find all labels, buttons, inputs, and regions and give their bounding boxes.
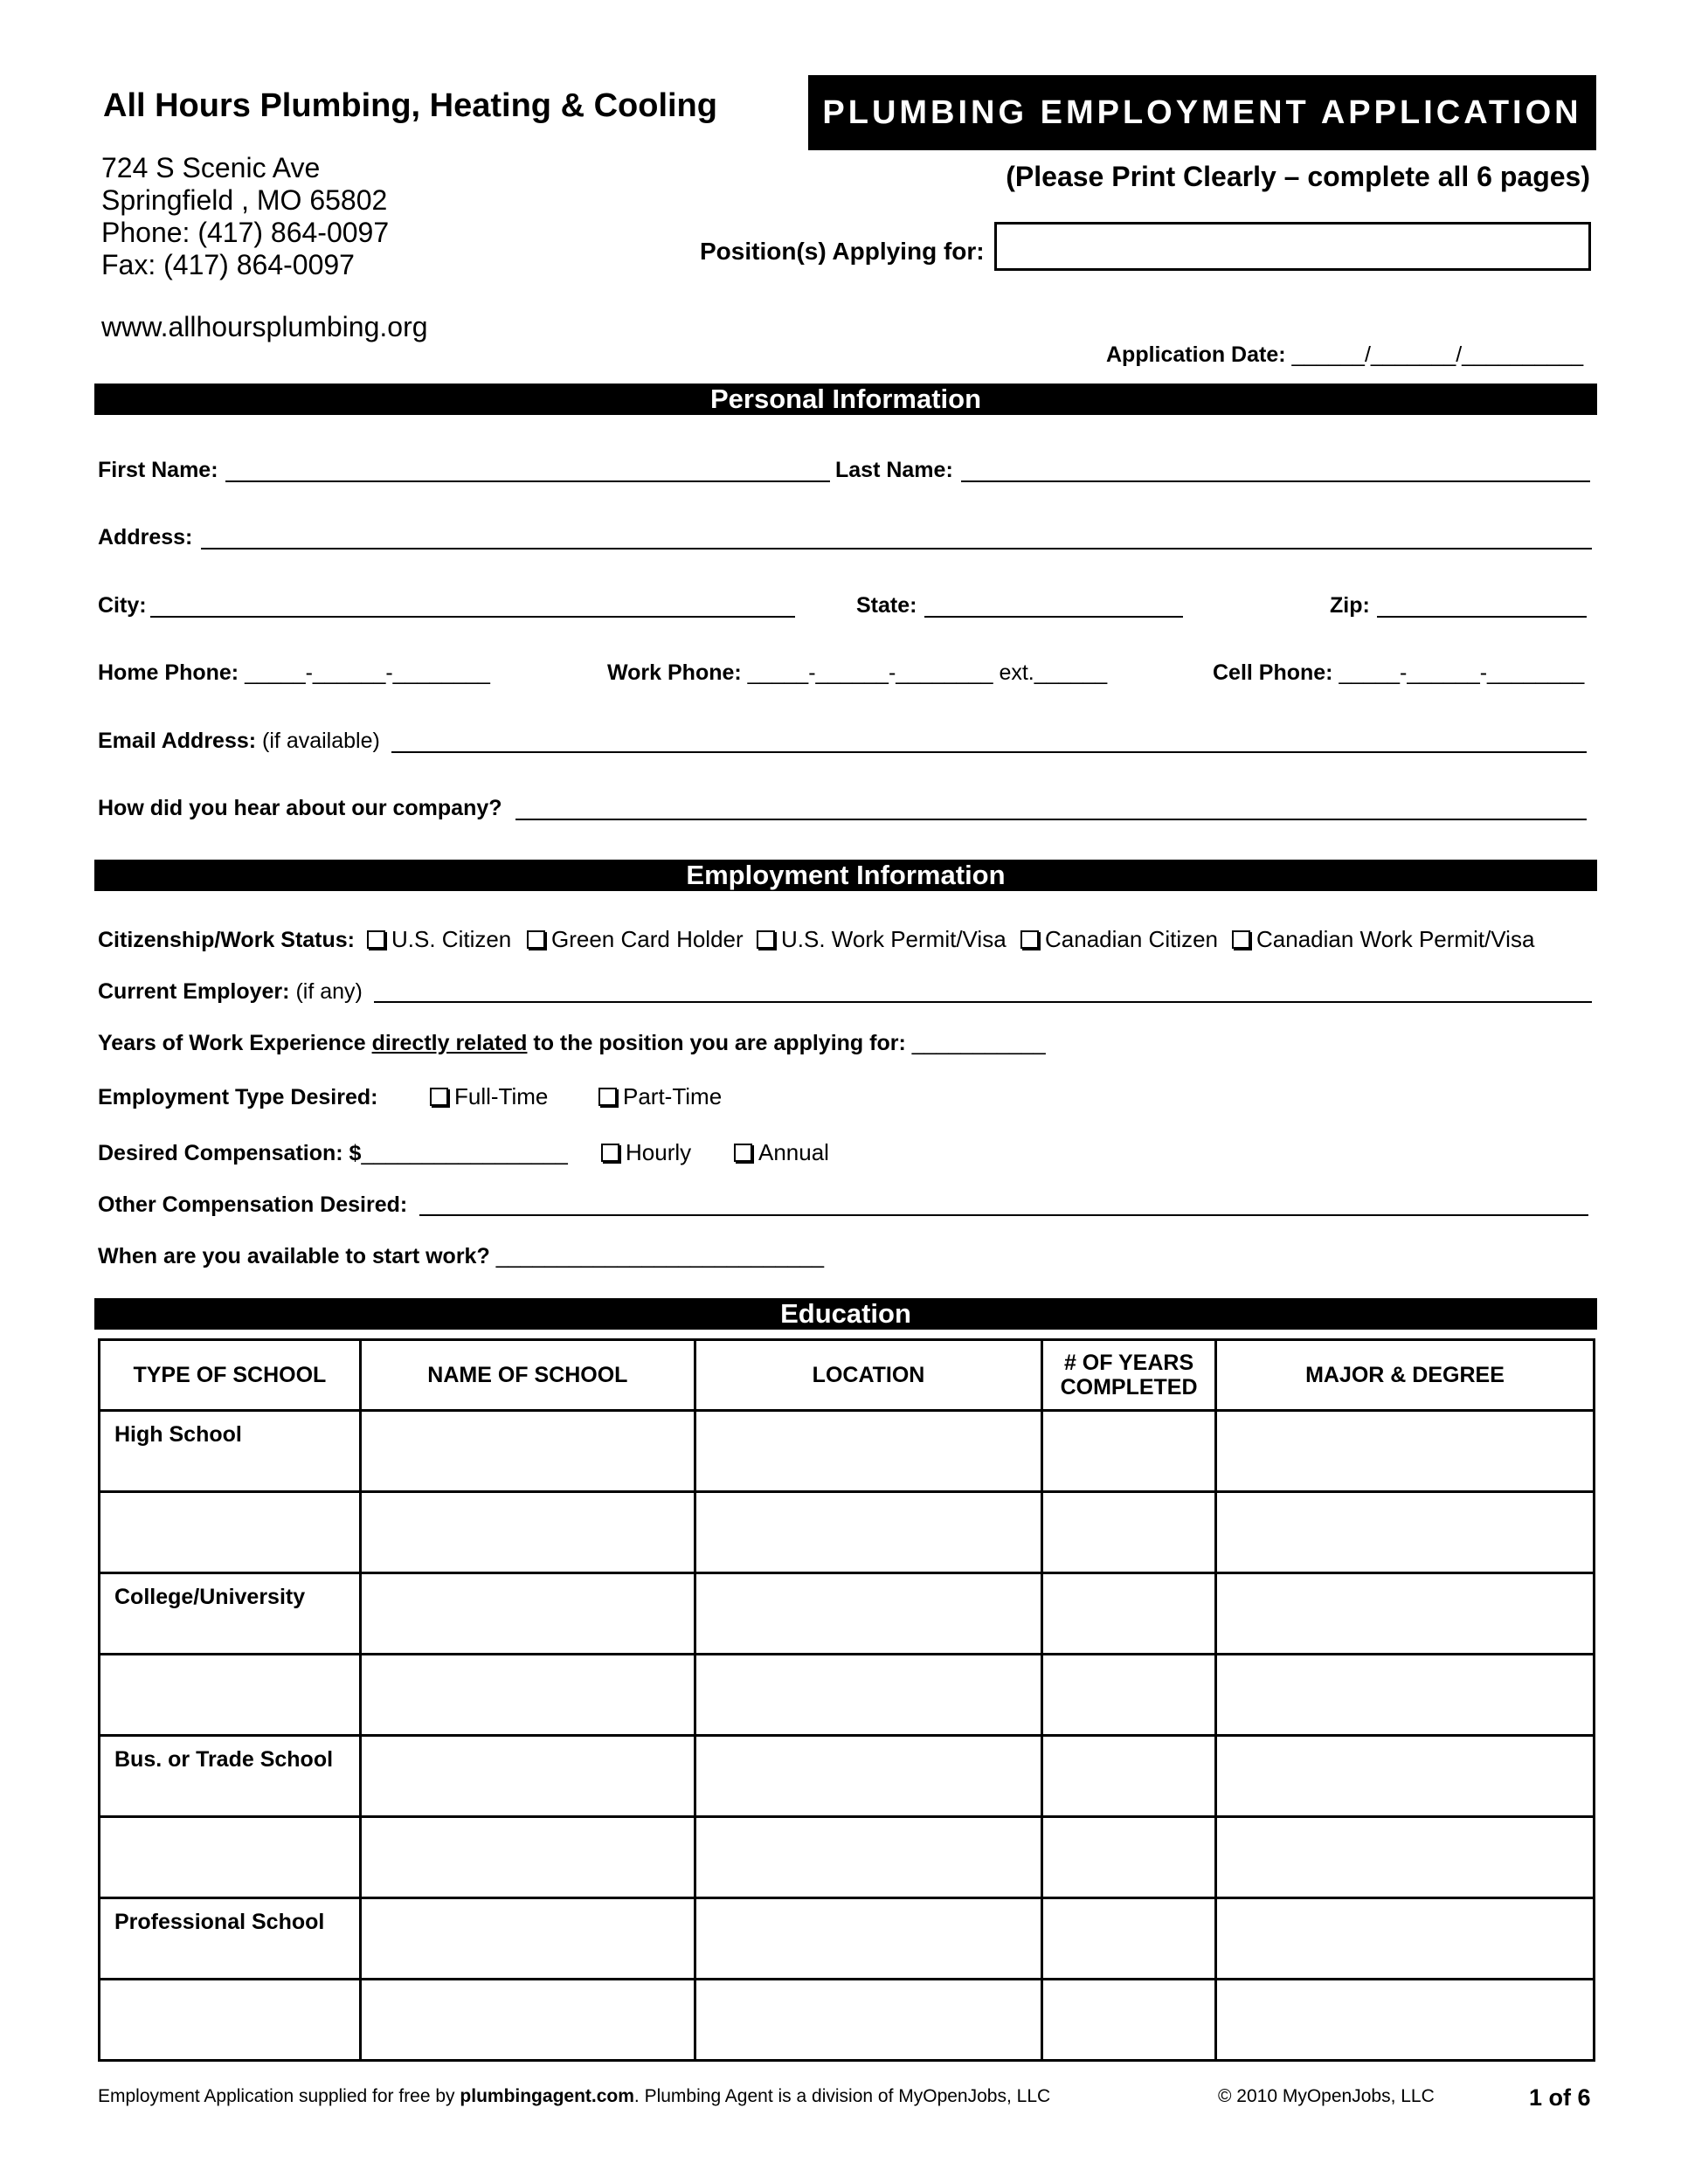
home-phone-label: Home Phone: (98, 660, 239, 685)
desired-compensation-label: Desired Compensation: $ (98, 1141, 362, 1165)
email-note: (if available) (262, 729, 380, 753)
employment-type-part-time[interactable] (598, 1083, 722, 1110)
citizenship-us-citizen[interactable] (367, 926, 511, 953)
column-name-of-school: NAME OF SCHOOL (360, 1340, 695, 1411)
school-type-cell (100, 1492, 361, 1573)
option-label: U.S. Work Permit/Visa (781, 926, 1007, 952)
other-compensation-field[interactable] (419, 1214, 1588, 1216)
footer-prefix: Employment Application supplied for free by (98, 2086, 460, 2106)
state-label: State: (856, 593, 917, 618)
column-type-of-school: TYPE OF SCHOOL (100, 1340, 361, 1411)
table-cell[interactable] (360, 1492, 695, 1573)
section-personal-information: Personal Information (94, 384, 1597, 415)
option-label: Green Card Holder (551, 926, 744, 952)
table-row (100, 1573, 1595, 1655)
checkbox-icon[interactable] (1232, 930, 1250, 949)
zip-field[interactable] (1377, 616, 1587, 618)
current-employer-field[interactable] (374, 1001, 1592, 1003)
years-experience[interactable] (98, 1031, 1046, 1056)
school-type-cell: Bus. or Trade School (100, 1736, 361, 1817)
checkbox-icon[interactable] (601, 1144, 619, 1162)
start-work[interactable] (98, 1244, 824, 1269)
print-instructions: (Please Print Clearly – complete all 6 pages) (1006, 161, 1590, 192)
address-field[interactable] (201, 548, 1592, 549)
desired-compensation-blank[interactable]: _________________ (361, 1141, 568, 1165)
option-label: Full-Time (454, 1083, 549, 1109)
table-cell[interactable] (1215, 1573, 1594, 1655)
column-major-degree: MAJOR & DEGREE (1215, 1340, 1594, 1411)
table-cell[interactable] (1215, 1411, 1594, 1492)
table-cell[interactable] (695, 1655, 1041, 1736)
table-row (100, 1898, 1595, 1980)
address-label: Address: (98, 525, 193, 549)
column-years-line1: # OF YEARS (1063, 1351, 1194, 1375)
table-cell[interactable] (360, 1817, 695, 1898)
footer-site-link[interactable]: plumbingagent.com (460, 2086, 634, 2106)
current-employer-label (98, 979, 363, 1005)
school-type-cell (100, 1980, 361, 2061)
address-line-city: Springfield , MO 65802 (101, 184, 388, 216)
column-location: LOCATION (695, 1340, 1041, 1411)
start-work-blank[interactable]: ___________________________ (495, 1244, 825, 1268)
email-label (98, 729, 380, 754)
option-label: Hourly (626, 1139, 692, 1165)
school-type-cell: College/University (100, 1573, 361, 1655)
table-cell[interactable] (1215, 1492, 1594, 1573)
address-line-phone: Phone: (417) 864-0097 (101, 217, 390, 248)
cell-phone-blank[interactable]: _____-______-________ (1339, 660, 1585, 685)
section-employment-information: Employment Information (94, 860, 1597, 891)
email-field[interactable] (391, 751, 1587, 753)
table-row (100, 1736, 1595, 1817)
table-cell[interactable] (360, 1655, 695, 1736)
table-cell[interactable] (360, 1411, 695, 1492)
position-input[interactable] (994, 222, 1591, 271)
option-label: Canadian Work Permit/Visa (1256, 926, 1535, 952)
work-phone-label: Work Phone: (607, 660, 742, 685)
compensation-hourly[interactable] (601, 1139, 691, 1166)
option-label: Canadian Citizen (1045, 926, 1219, 952)
hear-about-field[interactable] (515, 819, 1587, 820)
address-line-street: 724 S Scenic Ave (101, 152, 321, 183)
checkbox-icon[interactable] (430, 1088, 448, 1106)
work-phone-ext-label: ext. (993, 660, 1034, 685)
application-date-blank[interactable]: ______/_______/__________ (1291, 342, 1584, 367)
table-cell[interactable] (1215, 1980, 1594, 2061)
table-cell[interactable] (695, 1980, 1041, 2061)
address-line-fax: Fax: (417) 864-0097 (101, 249, 355, 280)
table-cell[interactable] (360, 1736, 695, 1817)
first-name-field[interactable] (225, 480, 830, 482)
employment-type-label: Employment Type Desired: (98, 1085, 378, 1109)
other-compensation-label: Other Compensation Desired: (98, 1192, 408, 1217)
table-row (100, 1980, 1595, 2061)
footer-copyright: © 2010 MyOpenJobs, LLC (1218, 2086, 1435, 2106)
table-cell[interactable] (1215, 1655, 1594, 1736)
work-phone-blank[interactable]: _____-______-________ (747, 660, 993, 685)
citizenship-us-work-permit[interactable] (757, 926, 1007, 953)
table-cell[interactable] (1215, 1817, 1594, 1898)
home-phone[interactable] (98, 660, 490, 686)
table-cell[interactable] (1042, 1655, 1216, 1736)
table-row (100, 1411, 1595, 1492)
checkbox-icon[interactable] (598, 1088, 617, 1106)
current-employer-label-text: Current Employer: (98, 979, 290, 1004)
section-education: Education (94, 1298, 1597, 1330)
years-experience-emphasis: directly related (371, 1031, 528, 1055)
current-employer-note: (if any) (295, 979, 363, 1004)
citizenship-canadian-citizen[interactable] (1020, 926, 1218, 953)
table-cell[interactable] (1042, 1573, 1216, 1655)
table-cell[interactable] (1042, 1736, 1216, 1817)
checkbox-icon[interactable] (757, 930, 775, 949)
table-cell[interactable] (1215, 1898, 1594, 1980)
company-name: All Hours Plumbing, Heating & Cooling (103, 87, 717, 124)
citizenship-label: Citizenship/Work Status: (98, 928, 356, 952)
school-type-cell: Professional School (100, 1898, 361, 1980)
years-experience-prefix: Years of Work Experience (98, 1031, 372, 1055)
last-name-label: Last Name: (835, 458, 953, 482)
table-row (100, 1492, 1595, 1573)
table-cell[interactable] (360, 1573, 695, 1655)
state-field[interactable] (924, 616, 1183, 618)
position-label: Position(s) Applying for: (700, 238, 985, 265)
table-cell[interactable] (1042, 1898, 1216, 1980)
application-date-label: Application Date: (1106, 342, 1286, 367)
hear-about-label: How did you hear about our company? (98, 796, 502, 820)
education-header-row (100, 1340, 1595, 1411)
table-cell[interactable] (1042, 1817, 1216, 1898)
table-cell[interactable] (1215, 1736, 1594, 1817)
option-label: U.S. Citizen (391, 926, 512, 952)
table-cell[interactable] (695, 1573, 1041, 1655)
table-cell[interactable] (1042, 1411, 1216, 1492)
table-cell[interactable] (1042, 1980, 1216, 2061)
company-website: www.allhoursplumbing.org (101, 311, 428, 342)
school-type-cell (100, 1655, 361, 1736)
table-cell[interactable] (695, 1411, 1041, 1492)
checkbox-icon[interactable] (734, 1144, 752, 1162)
cell-phone-label: Cell Phone: (1213, 660, 1333, 685)
school-type-cell (100, 1817, 361, 1898)
cell-phone[interactable] (1213, 660, 1584, 686)
city-field[interactable] (150, 616, 795, 618)
citizenship-canadian-work-permit[interactable] (1232, 926, 1534, 953)
school-type-cell: High School (100, 1411, 361, 1492)
work-phone-ext-blank[interactable]: ______ (1034, 660, 1108, 685)
checkbox-icon[interactable] (1020, 930, 1039, 949)
table-row (100, 1655, 1595, 1736)
citizenship-green-card[interactable] (527, 926, 744, 953)
form-title: PLUMBING EMPLOYMENT APPLICATION (808, 75, 1596, 150)
years-experience-blank[interactable]: ___________ (911, 1031, 1046, 1055)
table-cell[interactable] (360, 1980, 695, 2061)
option-label: Part-Time (623, 1083, 723, 1109)
option-label: Annual (758, 1139, 829, 1165)
table-cell[interactable] (360, 1898, 695, 1980)
company-address (101, 152, 389, 281)
email-label-text: Email Address: (98, 729, 257, 753)
compensation-annual[interactable] (734, 1139, 829, 1166)
table-cell[interactable] (695, 1898, 1041, 1980)
years-experience-suffix: to the position you are applying for: (527, 1031, 906, 1055)
page-number: 1 of 6 (1529, 2084, 1591, 2111)
work-phone[interactable] (607, 660, 1107, 686)
city-label: City: (98, 593, 147, 618)
footer-suffix: . Plumbing Agent is a division of MyOpenJobs, LLC (633, 2086, 1051, 2106)
application-date[interactable] (1106, 342, 1583, 368)
table-cell[interactable] (695, 1736, 1041, 1817)
zip-label: Zip: (1330, 593, 1370, 618)
employment-type-full-time[interactable] (430, 1083, 548, 1110)
start-work-label: When are you available to start work? (98, 1244, 490, 1268)
last-name-field[interactable] (961, 480, 1590, 482)
column-years-line2: COMPLETED (1060, 1375, 1198, 1400)
table-row (100, 1817, 1595, 1898)
first-name-label: First Name: (98, 458, 218, 482)
table-cell[interactable] (695, 1492, 1041, 1573)
checkbox-icon[interactable] (367, 930, 385, 949)
table-cell[interactable] (1042, 1492, 1216, 1573)
home-phone-blank[interactable]: _____-______-________ (245, 660, 490, 685)
footer-supplied-by (98, 2086, 1050, 2107)
desired-compensation[interactable] (98, 1141, 568, 1166)
checkbox-icon[interactable] (527, 930, 545, 949)
table-cell[interactable] (695, 1817, 1041, 1898)
education-table (98, 1338, 1595, 2062)
column-years-completed (1042, 1340, 1216, 1411)
